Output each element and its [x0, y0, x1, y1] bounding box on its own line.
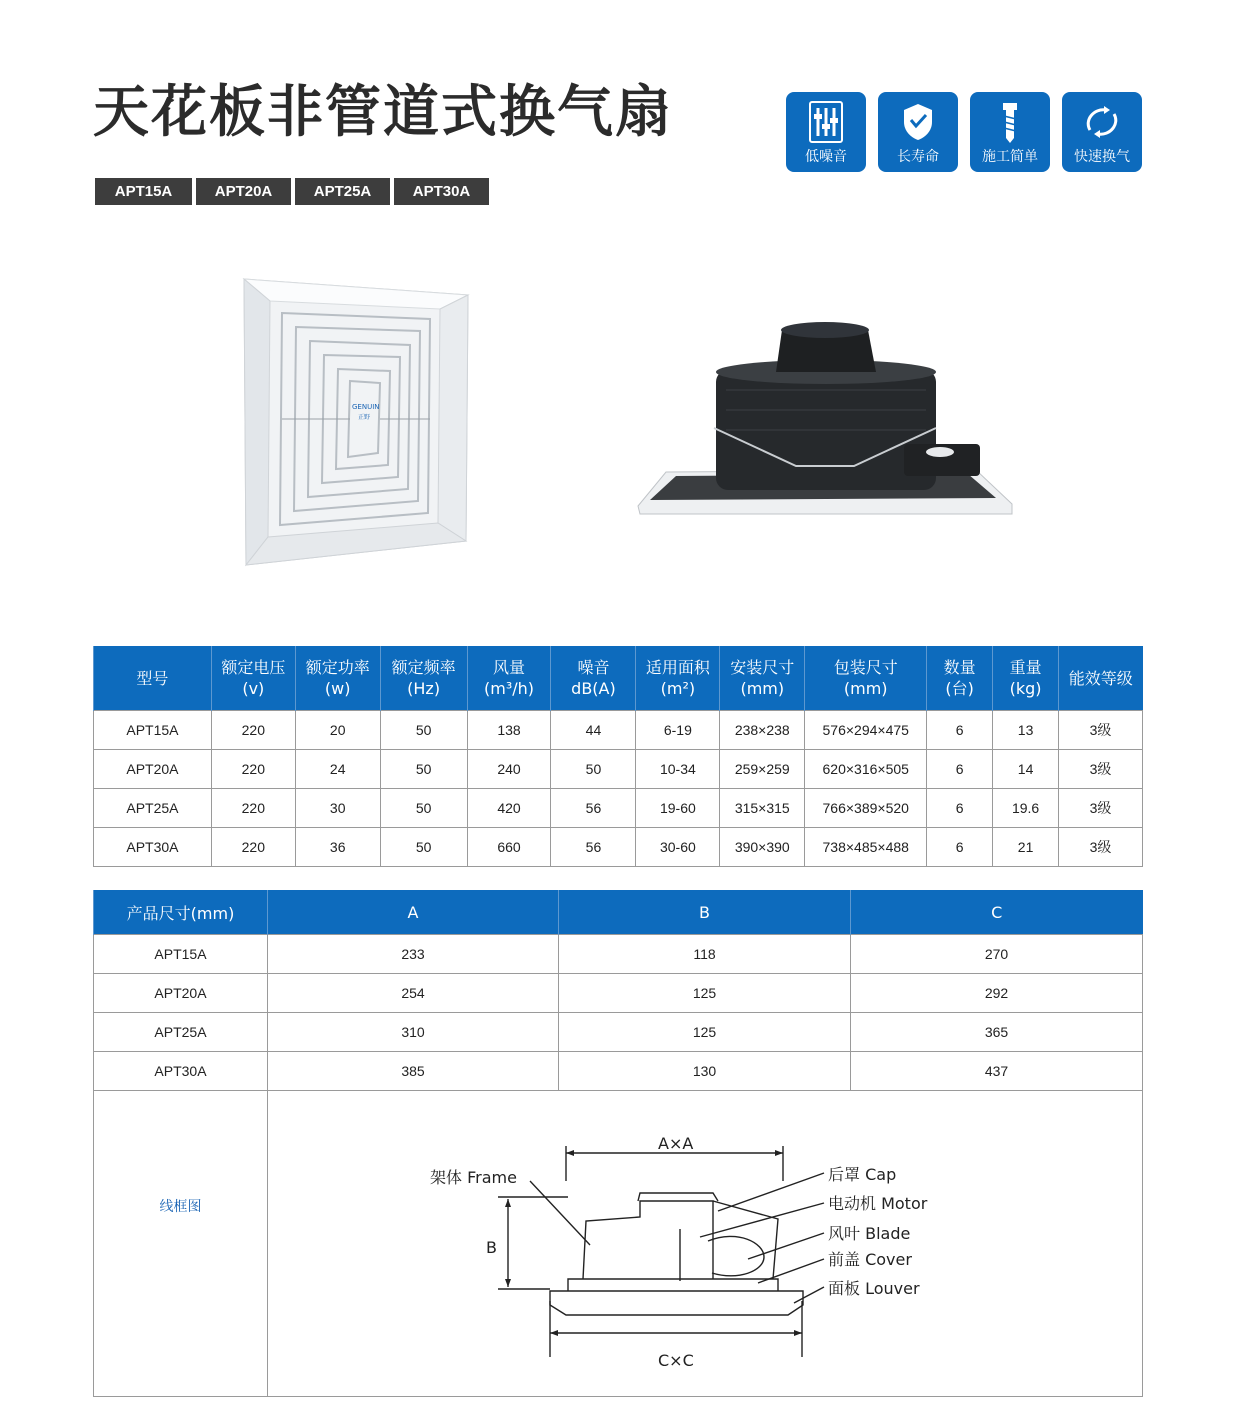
spec-row [94, 828, 1143, 867]
spec-cell: 220 [211, 828, 295, 867]
label-cover: 前盖 Cover [828, 1250, 912, 1269]
spec-cell: 259×259 [720, 750, 805, 789]
wireframe-row [94, 1091, 1143, 1397]
feature-low-noise [786, 92, 866, 172]
spec-header-row [94, 646, 1143, 711]
header-frequency: 额定频率 (Hz) [380, 646, 467, 711]
spec-cell: 10-34 [636, 750, 720, 789]
model-tags [95, 178, 489, 205]
spec-cell: 315×315 [720, 789, 805, 828]
spec-cell: 660 [467, 828, 551, 867]
header-a: A [268, 890, 559, 935]
spec-cell: 19.6 [993, 789, 1059, 828]
spec-cell: APT25A [94, 789, 212, 828]
dim-cell: 130 [559, 1052, 851, 1091]
page-title: 天花板非管道式换气扇 [93, 80, 673, 145]
spec-cell: 21 [993, 828, 1059, 867]
spec-cell: 6 [927, 750, 993, 789]
screw-icon [992, 100, 1028, 144]
spec-cell: 6-19 [636, 711, 720, 750]
dim-row [94, 1013, 1143, 1052]
feature-icons [786, 92, 1142, 172]
dim-cell: APT20A [94, 974, 268, 1013]
spec-cell: 3级 [1059, 750, 1143, 789]
spec-cell: 6 [927, 711, 993, 750]
wireframe-label: 线框图 [94, 1091, 268, 1397]
spec-cell: 738×485×488 [805, 828, 927, 867]
header-b: B [559, 890, 851, 935]
label-b: B [486, 1238, 497, 1257]
feature-label: 长寿命 [897, 149, 939, 165]
spec-cell: 30-60 [636, 828, 720, 867]
spec-cell: 14 [993, 750, 1059, 789]
spec-cell: 3级 [1059, 711, 1143, 750]
spec-cell: 24 [295, 750, 380, 789]
header-efficiency: 能效等级 [1059, 646, 1143, 711]
spec-cell: 13 [993, 711, 1059, 750]
feature-fast-ventilation [1062, 92, 1142, 172]
spec-cell: 20 [295, 711, 380, 750]
spec-cell: 138 [467, 711, 551, 750]
spec-cell: 240 [467, 750, 551, 789]
spec-cell: 50 [380, 828, 467, 867]
dim-cell: 233 [268, 935, 559, 974]
spec-cell: 50 [380, 711, 467, 750]
dim-cell: 365 [851, 1013, 1143, 1052]
dim-cell: APT25A [94, 1013, 268, 1052]
shield-icon [900, 100, 936, 144]
spec-cell: 56 [551, 789, 636, 828]
feature-long-life [878, 92, 958, 172]
feature-easy-install [970, 92, 1050, 172]
dim-cell: 270 [851, 935, 1143, 974]
spec-cell: APT15A [94, 711, 212, 750]
header-power: 额定功率 (w) [295, 646, 380, 711]
product-louver-photo [240, 275, 472, 567]
spec-cell: 44 [551, 711, 636, 750]
spec-cell: 3级 [1059, 828, 1143, 867]
spec-cell: 220 [211, 711, 295, 750]
dim-header-row [94, 890, 1143, 935]
spec-cell: 6 [927, 789, 993, 828]
spec-cell: 30 [295, 789, 380, 828]
header-model: 型号 [94, 646, 212, 711]
header-c: C [851, 890, 1143, 935]
label-frame: 架体 Frame [430, 1168, 517, 1187]
header-voltage: 额定电压 (v) [211, 646, 295, 711]
spec-cell: 19-60 [636, 789, 720, 828]
feature-label: 快速换气 [1074, 149, 1130, 165]
spec-cell: 36 [295, 828, 380, 867]
spec-cell: 238×238 [720, 711, 805, 750]
label-cap: 后罩 Cap [828, 1165, 897, 1184]
wireframe-drawing [268, 1091, 1142, 1393]
spec-cell: 220 [211, 750, 295, 789]
spec-cell: 56 [551, 828, 636, 867]
model-tag: APT30A [394, 178, 489, 205]
dim-cell: 437 [851, 1052, 1143, 1091]
dim-row [94, 1052, 1143, 1091]
spec-cell: APT30A [94, 828, 212, 867]
spec-cell: 576×294×475 [805, 711, 927, 750]
dim-cell: 254 [268, 974, 559, 1013]
model-tag: APT20A [196, 178, 291, 205]
spec-cell: 766×389×520 [805, 789, 927, 828]
header-weight: 重量 (kg) [993, 646, 1059, 711]
wireframe-drawing-cell [268, 1091, 1143, 1397]
product-fan-body-photo [636, 320, 1020, 520]
dim-cell: 292 [851, 974, 1143, 1013]
low-noise-icon [808, 100, 844, 144]
spec-cell: 3级 [1059, 789, 1143, 828]
airflow-icon [1082, 100, 1122, 144]
label-motor: 电动机 Motor [828, 1194, 928, 1213]
spec-cell: 220 [211, 789, 295, 828]
spec-cell: 420 [467, 789, 551, 828]
dim-row [94, 974, 1143, 1013]
model-tag: APT15A [95, 178, 192, 205]
dim-cell: 118 [559, 935, 851, 974]
label-blade: 风叶 Blade [828, 1224, 911, 1243]
header-area: 适用面积 (m²) [636, 646, 720, 711]
model-tag: APT25A [295, 178, 390, 205]
spec-cell: 390×390 [720, 828, 805, 867]
dim-cell: APT15A [94, 935, 268, 974]
header-airflow: 风量 (m³/h) [467, 646, 551, 711]
dim-cell: 385 [268, 1052, 559, 1091]
dim-row [94, 935, 1143, 974]
spec-cell: 50 [551, 750, 636, 789]
label-louver: 面板 Louver [828, 1279, 920, 1298]
brand-logo-sub: 正野 [358, 414, 371, 421]
header-noise: 噪音 dB(A) [551, 646, 636, 711]
header-package-size: 包装尺寸 (mm) [805, 646, 927, 711]
dim-cell: 125 [559, 1013, 851, 1052]
spec-cell: 50 [380, 789, 467, 828]
feature-label: 低噪音 [805, 149, 847, 165]
dim-cell: 310 [268, 1013, 559, 1052]
header-install-size: 安装尺寸 (mm) [720, 646, 805, 711]
spec-cell: APT20A [94, 750, 212, 789]
spec-cell: 6 [927, 828, 993, 867]
spec-cell: 620×316×505 [805, 750, 927, 789]
spec-table [93, 646, 1143, 867]
header-quantity: 数量 (台) [927, 646, 993, 711]
header-product-size: 产品尺寸(mm) [94, 890, 268, 935]
feature-label: 施工简单 [982, 149, 1038, 165]
spec-row [94, 711, 1143, 750]
spec-row [94, 789, 1143, 828]
label-axa: A×A [658, 1134, 694, 1153]
brand-logo: GENUIN [352, 403, 380, 411]
dimension-table [93, 890, 1143, 1397]
label-cxc: C×C [658, 1351, 694, 1370]
spec-cell: 50 [380, 750, 467, 789]
spec-row [94, 750, 1143, 789]
dim-cell: 125 [559, 974, 851, 1013]
dim-cell: APT30A [94, 1052, 268, 1091]
